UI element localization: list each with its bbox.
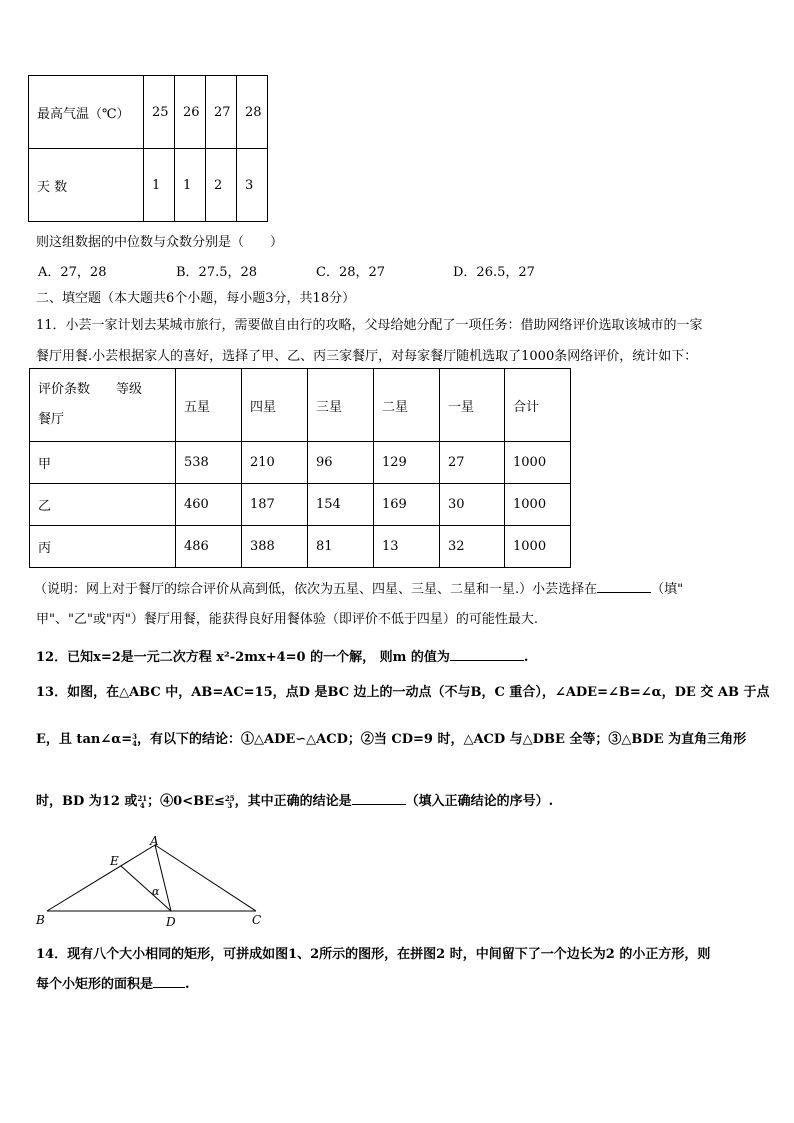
- temp-cell: 27: [206, 76, 237, 149]
- q10-option-a: A．27，28: [38, 265, 107, 280]
- days-cell: 1: [175, 149, 206, 222]
- rating-cell: 187: [242, 484, 308, 526]
- col-header: 四星: [242, 369, 308, 442]
- q13-line2-b: ，有以下的结论：①△ADE∽△ACD；②当 CD=9 时，△ACD 与△DBE 全等；③△BDE 为直角三角形: [136, 732, 747, 747]
- rating-cell: 210: [242, 442, 308, 484]
- rating-cell: 32: [440, 526, 505, 568]
- q12-end: .: [523, 650, 529, 665]
- answer-blank[interactable]: [153, 975, 185, 988]
- temperature-table: [28, 75, 268, 222]
- q14-line1: 14．现有八个大小相同的矩形，可拼成如图1、2所示的图形，在拼图2 时，中间留下了一个边长为2 的小正方形，则: [36, 947, 711, 962]
- note-end: （填": [651, 582, 684, 597]
- q14-text: 每个小矩形的面积是: [36, 977, 154, 992]
- col-header: 五星: [176, 369, 242, 442]
- rating-table: [29, 368, 571, 568]
- rating-cell: 27: [440, 442, 505, 484]
- q14-end: .: [185, 977, 190, 992]
- rating-cell: 81: [308, 526, 374, 568]
- rating-cell: 1000: [505, 442, 571, 484]
- temp-cell: 25: [144, 76, 175, 149]
- q10-option-c: C．28，27: [316, 265, 386, 280]
- rating-cell: 96: [308, 442, 374, 484]
- days-cell: 3: [237, 149, 268, 222]
- col-header: 二星: [374, 369, 440, 442]
- answer-blank[interactable]: [352, 792, 406, 805]
- q13-line2-a: E，且 tan∠α=: [36, 732, 133, 747]
- restaurant-name: 甲: [30, 442, 176, 484]
- corner-top: 评价条数 等级: [38, 382, 143, 397]
- label-b: B: [36, 913, 45, 927]
- bd-numerator: 21: [137, 793, 148, 803]
- rating-cell: 169: [374, 484, 440, 526]
- rating-cell: 538: [176, 442, 242, 484]
- q13-line1: 13．如图，在△ABC 中，AB=AC=15，点D 是BC 边上的一动点（不与B，C 重合），∠ADE=∠B=∠α，DE 交 AB 于点: [36, 685, 770, 700]
- q14-line2: [36, 973, 190, 992]
- q12-text: 12．已知x=2是一元二次方程 x²-2mx+4=0 的一个解， 则m 的值为: [36, 650, 450, 665]
- rating-cell: 460: [176, 484, 242, 526]
- answer-blank[interactable]: [450, 648, 524, 661]
- rating-cell: 388: [242, 526, 308, 568]
- segment-ac: [155, 845, 256, 911]
- corner-bottom: 餐厅: [38, 412, 65, 427]
- col-header: 合计: [505, 369, 571, 442]
- tan-numerator: 3: [132, 731, 137, 741]
- label-a: A: [150, 834, 159, 848]
- label-c: C: [252, 913, 262, 927]
- bd-denominator: 4: [139, 800, 145, 810]
- temp-row2-label: 天 数: [29, 149, 144, 222]
- tan-denominator: 4: [132, 738, 137, 748]
- rating-cell: 1000: [505, 526, 571, 568]
- section-title: 二、填空题（本大题共6个小题，每小题3分，共18分）: [36, 291, 356, 306]
- q10-question: 则这组数据的中位数与众数分别是（ ）: [36, 235, 284, 250]
- q11-line2: 餐厅用餐.小芸根据家人的喜好，选择了甲、乙、丙三家餐厅，对每家餐厅随机选取了1000条网络评价，统计如下：: [36, 349, 698, 364]
- label-e: E: [110, 854, 119, 868]
- rating-cell: 129: [374, 442, 440, 484]
- segment-de: [121, 866, 171, 911]
- restaurant-name: 丙: [30, 526, 176, 568]
- q13-line2: [36, 728, 746, 747]
- be-fraction: [225, 795, 235, 809]
- q12-line: [36, 646, 528, 665]
- rating-cell: 486: [176, 526, 242, 568]
- rating-cell: 30: [440, 484, 505, 526]
- be-denominator: 3: [227, 800, 233, 810]
- q13-line3-c: ，其中正确的结论是: [234, 794, 352, 809]
- days-cell: 1: [144, 149, 175, 222]
- rating-header-corner: [30, 369, 176, 442]
- temp-cell: 26: [175, 76, 206, 149]
- rating-cell: 1000: [505, 484, 571, 526]
- restaurant-name: 乙: [30, 484, 176, 526]
- rating-cell: 13: [374, 526, 440, 568]
- q11-note-line1: [34, 578, 683, 597]
- days-cell: 2: [206, 149, 237, 222]
- col-header: 一星: [440, 369, 505, 442]
- q13-line3: [36, 790, 553, 809]
- temp-cell: 28: [237, 76, 268, 149]
- q10-option-b: B．27.5，28: [176, 265, 258, 280]
- label-d: D: [166, 915, 176, 928]
- segment-ab: [47, 845, 155, 911]
- rating-cell: 154: [308, 484, 374, 526]
- q11-line1: 11．小芸一家计划去某城市旅行，需要做自由行的攻略，父母给她分配了一项任务：借助网络评价选取该城市的一家: [36, 318, 703, 333]
- bd-fraction: [137, 795, 147, 809]
- answer-blank[interactable]: [597, 580, 651, 593]
- segment-ad: [155, 845, 171, 911]
- q10-option-d: D．26.5，27: [453, 265, 535, 280]
- triangle-figure: [32, 833, 272, 928]
- note-text: （说明：网上对于餐厅的综合评价从高到低，依次为五星、四星、三星、二星和一星.）小芸选择在: [34, 582, 598, 597]
- q13-line3-b: ；④0<BE≤: [147, 794, 225, 809]
- q13-line3-a: 时，BD 为12 或: [36, 794, 138, 809]
- temp-row1-label: 最高气温（℃）: [29, 76, 144, 149]
- q13-line3-d: （填入正确结论的序号）.: [405, 794, 554, 809]
- col-header: 三星: [308, 369, 374, 442]
- q11-note-line2: 甲"、"乙"或"丙"）餐厅用餐，能获得良好用餐体验（即评价不低于四星）的可能性最大.: [36, 612, 539, 627]
- be-numerator: 25: [224, 793, 235, 803]
- label-alpha: α: [152, 885, 160, 898]
